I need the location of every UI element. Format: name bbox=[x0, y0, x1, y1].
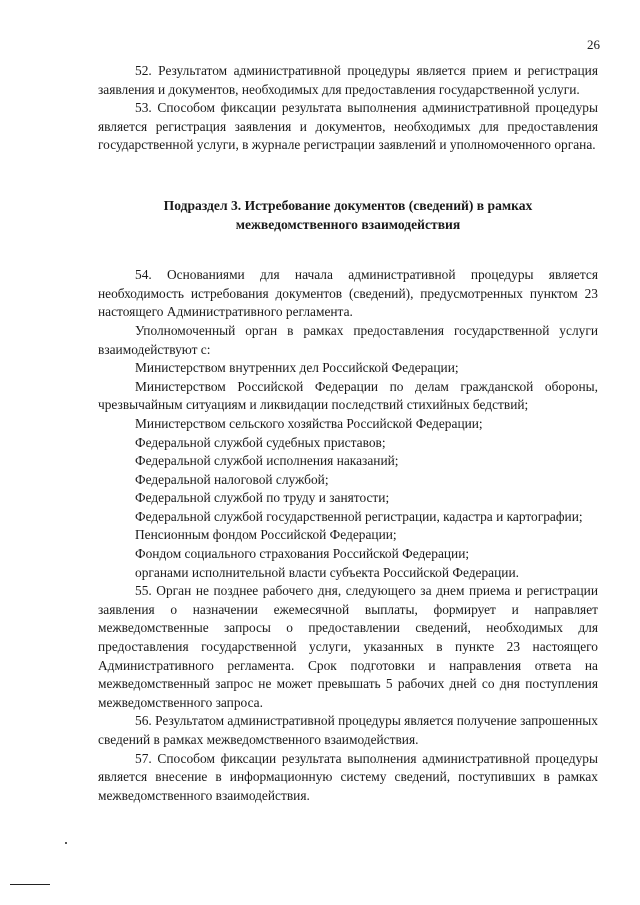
paragraph-55: 55. Орган не позднее рабочего дня, следующего за днем приема и регистрации заявления о назначении ежемесячной выплаты, формирует и направляет межведомственные запросы о предоставлении сведений, необходимых для предоставления государственной услуги, указанных в пункте 23 настоящего Административного регламента. Срок подготовки и направления ответа на межведомственный запрос не может превышать 5 рабочих дней со дня поступления межведомственного запроса. bbox=[98, 583, 598, 710]
list-item-regional-authorities: органами исполнительной власти субъекта Российской Федерации. bbox=[135, 564, 519, 580]
list-item-bailiffs: Федеральной службой судебных приставов; bbox=[135, 434, 386, 450]
paragraph-54: 54. Основаниями для начала административной процедуры является необходимость истребования документов (сведений), предусмотренных пунктом 23 настоящего Административного регламента. bbox=[98, 267, 598, 320]
page-number: 26 bbox=[587, 37, 600, 52]
list-item-registry: Федеральной службой государственной регистрации, кадастра и картографии; bbox=[135, 508, 583, 524]
list-item-pension-fund: Пенсионным фондом Российской Федерации; bbox=[135, 527, 397, 543]
list-item-penitentiary: Федеральной службой исполнения наказаний; bbox=[135, 453, 399, 469]
list-item-agriculture: Министерством сельского хозяйства Российской Федерации; bbox=[135, 415, 483, 431]
paragraph-57: 57. Способом фиксации результата выполнения административной процедуры является внесение в информационную систему сведений, поступивших в рамках межведомственного взаимодействия. bbox=[98, 750, 598, 803]
list-item-mchs: Министерством Российской Федерации по делам гражданской обороны, чрезвычайным ситуациям и ликвидации последствий стихийных бедствий; bbox=[98, 378, 598, 413]
section-heading: Подраздел 3. Истребование документов (сведений) в рамках межведомственного взаимодействия bbox=[163, 197, 533, 232]
paragraph-interaction-intro: Уполномоченный орган в рамках предоставления государственной услуги взаимодействуют с: bbox=[98, 322, 598, 357]
list-item-tax: Федеральной налоговой службой; bbox=[135, 471, 329, 487]
list-item-labor: Федеральной службой по труду и занятости; bbox=[135, 490, 390, 506]
list-item-mvd: Министерством внутренних дел Российской Федерации; bbox=[135, 360, 459, 376]
footer-rule bbox=[10, 884, 50, 885]
stray-mark bbox=[65, 842, 67, 844]
document-body bbox=[98, 62, 598, 805]
list-item-social-insurance: Фондом социального страхования Российской Федерации; bbox=[135, 546, 470, 562]
paragraph-56: 56. Результатом административной процедуры является получение запрошенных сведений в рамках межведомственного взаимодействия. bbox=[98, 713, 598, 747]
paragraph-53: 53. Способом фиксации результата выполнения административной процедуры является регистрация заявления и документов, необходимых для предоставления государственной услуги, в журнале регистрации заявлений и уполномоченного органа. bbox=[98, 100, 598, 153]
paragraph-52: 52. Результатом административной процедуры является прием и регистрация заявления и документов, необходимых для предоставления государственной услуги. bbox=[98, 63, 598, 97]
